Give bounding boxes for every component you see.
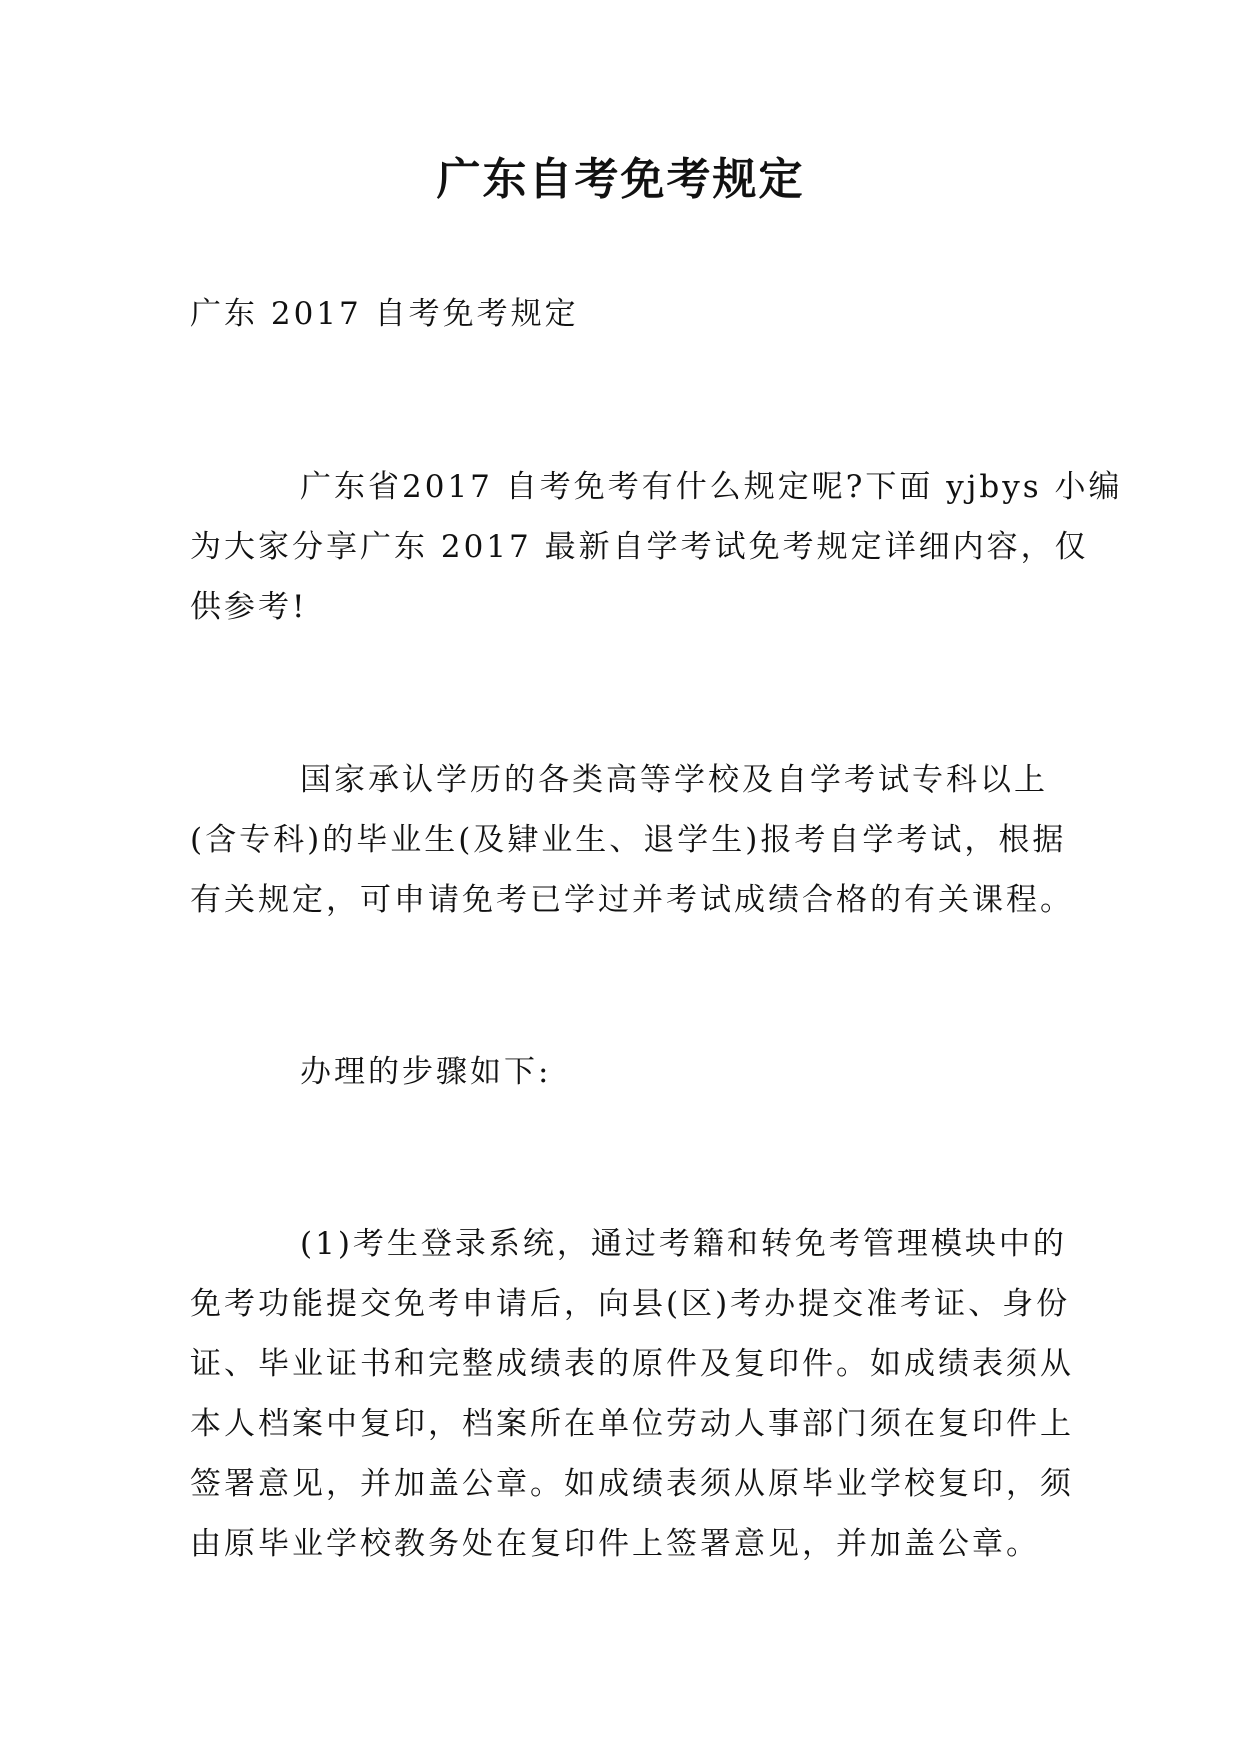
paragraph-4-line-4: 本人档案中复印，档案所在单位劳动人事部门须在复印件上 bbox=[190, 1406, 1074, 1442]
paragraph-1-line-2: 为大家分享广东 2017 最新自学考试免考规定详细内容，仅 bbox=[190, 529, 1089, 565]
paragraph-4-line-3: 证、毕业证书和完整成绩表的原件及复印件。如成绩表须从 bbox=[190, 1346, 1074, 1382]
document-subtitle: 广东 2017 自考免考规定 bbox=[190, 296, 579, 332]
paragraph-1-line-3: 供参考! bbox=[190, 589, 308, 625]
paragraph-4-line-1: (1)考生登录系统，通过考籍和转免考管理模块中的 bbox=[300, 1226, 1067, 1262]
paragraph-2-line-1: 国家承认学历的各类高等学校及自学考试专科以上 bbox=[300, 762, 1048, 798]
document-title: 广东自考免考规定 bbox=[436, 154, 805, 205]
paragraph-1-line-1: 广东省2017 自考免考有什么规定呢?下面 yjbys 小编 bbox=[300, 469, 1123, 505]
paragraph-4-line-2: 免考功能提交免考申请后，向县(区)考办提交准考证、身份 bbox=[190, 1286, 1071, 1322]
paragraph-2-line-2: (含专科)的毕业生(及肄业生、退学生)报考自学考试，根据 bbox=[190, 822, 1067, 858]
paragraph-4-line-5: 签署意见，并加盖公章。如成绩表须从原毕业学校复印，须 bbox=[190, 1466, 1074, 1502]
paragraph-2-line-3: 有关规定，可申请免考已学过并考试成绩合格的有关课程。 bbox=[190, 882, 1074, 918]
paragraph-3-line-1: 办理的步骤如下: bbox=[300, 1054, 552, 1090]
paragraph-4-line-6: 由原毕业学校教务处在复印件上签署意见，并加盖公章。 bbox=[190, 1526, 1040, 1562]
